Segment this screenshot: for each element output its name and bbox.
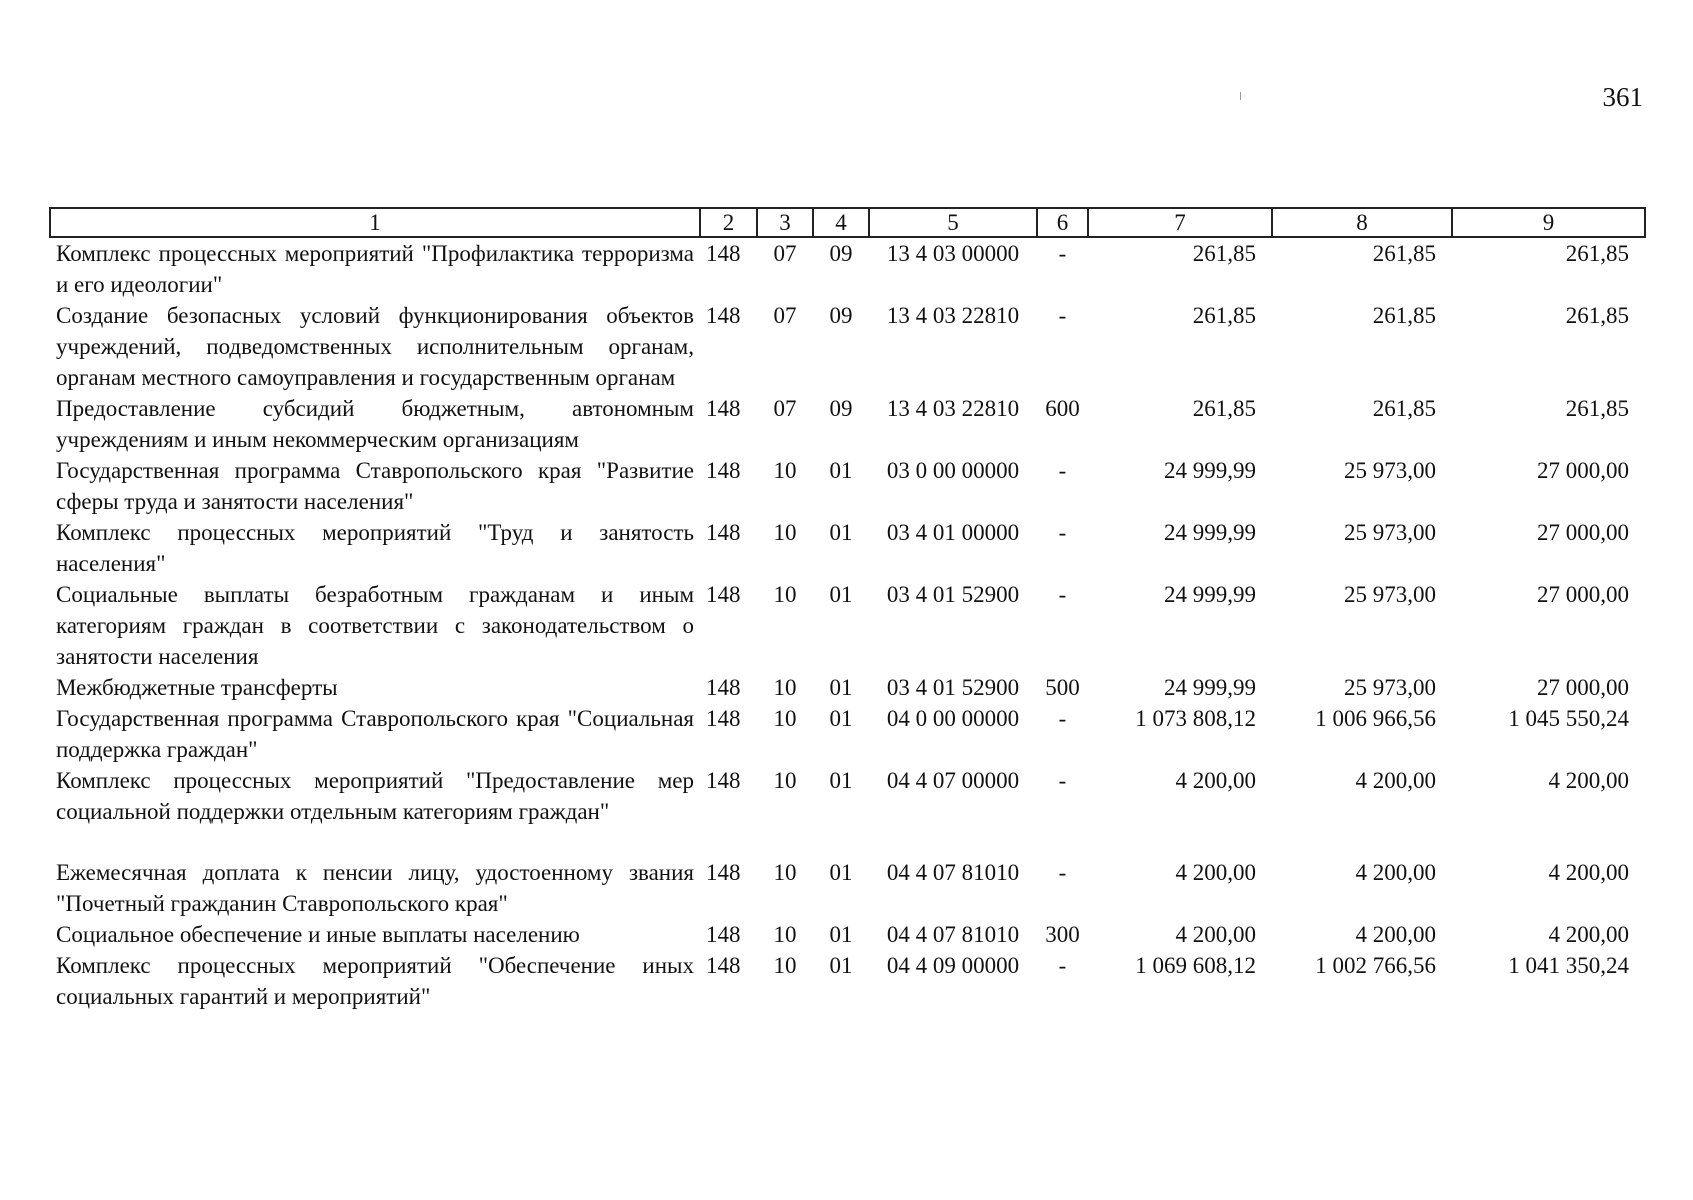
row-code-ministry: 148 (706, 303, 741, 328)
row-code-subsection: 01 (829, 520, 853, 545)
row-amount-col-9: 1 041 350,24 (1508, 953, 1629, 978)
row-code-ministry: 148 (706, 582, 741, 607)
header-col-7: 7 (1088, 208, 1272, 237)
budget-table (49, 207, 1646, 1012)
row-code-expense-type: - (1058, 520, 1067, 545)
header-col-8: 8 (1272, 208, 1452, 237)
row-code-subsection: 01 (829, 768, 853, 793)
row-amount-col-7: 261,85 (1192, 396, 1256, 421)
row-code-target: 03 0 00 00000 (886, 458, 1020, 483)
row-amount-col-8: 261,85 (1372, 396, 1436, 421)
row-amount-col-9: 1 045 550,24 (1508, 706, 1629, 731)
row-code-ministry: 148 (706, 953, 741, 978)
row-code-subsection: 09 (829, 241, 853, 266)
row-amount-col-9: 4 200,00 (1548, 922, 1629, 947)
table-row (50, 919, 1645, 950)
header-row (50, 208, 1645, 237)
row-code-section: 07 (773, 241, 797, 266)
row-code-section: 10 (773, 706, 797, 731)
row-amount-col-8: 25 973,00 (1344, 520, 1436, 545)
row-name: Комплекс процессных мероприятий "Обеспечение иных социальных гарантий и мероприятий" (56, 953, 694, 1009)
table-header (50, 208, 1645, 237)
row-code-ministry: 148 (706, 706, 741, 731)
row-amount-col-7: 261,85 (1192, 303, 1256, 328)
row-code-section: 10 (773, 582, 797, 607)
blank-row (50, 827, 1645, 857)
row-amount-col-8: 25 973,00 (1344, 582, 1436, 607)
header-col-1: 1 (50, 208, 700, 237)
row-name: Комплекс процессных мероприятий "Труд и занятость населения" (56, 520, 694, 576)
table-row (50, 703, 1645, 765)
table-body (50, 237, 1645, 1012)
table-row (50, 237, 1645, 300)
row-amount-col-8: 261,85 (1372, 241, 1436, 266)
row-name: Государственная программа Ставропольского края "Развитие сферы труда и занятости населения" (56, 458, 694, 514)
row-code-subsection: 01 (829, 953, 853, 978)
row-code-ministry: 148 (706, 922, 741, 947)
row-amount-col-8: 4 200,00 (1355, 860, 1436, 885)
row-code-section: 10 (773, 675, 797, 700)
row-code-ministry: 148 (706, 520, 741, 545)
row-code-ministry: 148 (706, 241, 741, 266)
row-code-target: 03 4 01 52900 (886, 582, 1020, 607)
table-row (50, 455, 1645, 517)
row-name: Социальное обеспечение и иные выплаты населению (56, 922, 580, 947)
row-code-target: 04 4 07 81010 (886, 860, 1020, 885)
row-amount-col-8: 261,85 (1372, 303, 1436, 328)
row-code-section: 10 (773, 768, 797, 793)
row-code-expense-type: - (1058, 458, 1067, 483)
row-code-subsection: 09 (829, 396, 853, 421)
row-name: Межбюджетные трансферты (56, 675, 338, 700)
row-code-expense-type: 300 (1045, 922, 1080, 947)
row-amount-col-9: 261,85 (1565, 241, 1629, 266)
row-name: Создание безопасных условий функционирования объектов учреждений, подведомственных исполнительным органам, органам местного самоуправления и государственным органам (56, 303, 694, 390)
row-code-subsection: 01 (829, 582, 853, 607)
row-code-expense-type: - (1058, 953, 1067, 978)
row-code-subsection: 01 (829, 675, 853, 700)
table-row (50, 579, 1645, 672)
row-name: Государственная программа Ставропольского края "Социальная поддержка граждан" (56, 706, 694, 762)
row-amount-col-8: 4 200,00 (1355, 768, 1436, 793)
header-col-2: 2 (700, 208, 757, 237)
row-amount-col-9: 4 200,00 (1548, 768, 1629, 793)
row-code-target: 03 4 01 52900 (886, 675, 1020, 700)
row-name: Комплекс процессных мероприятий "Предоставление мер социальной поддержки отдельным категориям граждан" (56, 768, 694, 824)
row-amount-col-9: 27 000,00 (1537, 520, 1629, 545)
row-amount-col-9: 4 200,00 (1548, 860, 1629, 885)
row-code-target: 04 0 00 00000 (886, 706, 1020, 731)
row-code-expense-type: - (1058, 860, 1067, 885)
row-amount-col-9: 261,85 (1565, 396, 1629, 421)
table-row (50, 950, 1645, 1012)
scan-mark (1240, 92, 1241, 100)
row-amount-col-8: 1 002 766,56 (1315, 953, 1436, 978)
row-code-expense-type: - (1058, 768, 1067, 793)
row-code-subsection: 01 (829, 458, 853, 483)
header-col-6: 6 (1037, 208, 1088, 237)
row-code-subsection: 01 (829, 706, 853, 731)
row-code-ministry: 148 (706, 396, 741, 421)
row-code-target: 03 4 01 00000 (886, 520, 1020, 545)
row-code-expense-type: 600 (1045, 396, 1080, 421)
row-amount-col-7: 24 999,99 (1164, 582, 1256, 607)
row-code-section: 10 (773, 953, 797, 978)
row-code-target: 13 4 03 22810 (886, 303, 1020, 328)
header-col-4: 4 (813, 208, 869, 237)
row-code-section: 10 (773, 458, 797, 483)
row-amount-col-8: 25 973,00 (1344, 458, 1436, 483)
table-row (50, 393, 1645, 455)
row-amount-col-9: 27 000,00 (1537, 675, 1629, 700)
row-amount-col-7: 4 200,00 (1175, 768, 1256, 793)
row-code-subsection: 01 (829, 860, 853, 885)
row-code-section: 07 (773, 303, 797, 328)
row-code-expense-type: 500 (1045, 675, 1080, 700)
table-row (50, 300, 1645, 393)
row-code-section: 10 (773, 860, 797, 885)
row-amount-col-7: 1 069 608,12 (1135, 953, 1256, 978)
row-code-ministry: 148 (706, 860, 741, 885)
header-col-5: 5 (869, 208, 1037, 237)
row-amount-col-7: 24 999,99 (1164, 675, 1256, 700)
row-amount-col-8: 1 006 966,56 (1315, 706, 1436, 731)
blank-cell (50, 827, 1645, 857)
row-amount-col-9: 27 000,00 (1537, 458, 1629, 483)
row-amount-col-7: 261,85 (1192, 241, 1256, 266)
header-col-9: 9 (1452, 208, 1645, 237)
row-code-section: 10 (773, 922, 797, 947)
row-code-expense-type: - (1058, 303, 1067, 328)
row-amount-col-8: 4 200,00 (1355, 922, 1436, 947)
row-code-target: 04 4 09 00000 (886, 953, 1020, 978)
row-name: Комплекс процессных мероприятий "Профилактика терроризма и его идеологии" (56, 241, 694, 297)
table-row (50, 857, 1645, 919)
row-code-target: 04 4 07 00000 (886, 768, 1020, 793)
row-name: Предоставление субсидий бюджетным, автономным учреждениям и иным некоммерческим организациям (56, 396, 694, 452)
row-amount-col-8: 25 973,00 (1344, 675, 1436, 700)
row-code-target: 13 4 03 22810 (886, 396, 1020, 421)
row-amount-col-9: 27 000,00 (1537, 582, 1629, 607)
row-name: Ежемесячная доплата к пенсии лицу, удостоенному звания "Почетный гражданин Ставропольского края" (56, 860, 694, 916)
row-name: Социальные выплаты безработным гражданам и иным категориям граждан в соответствии с законодательством о занятости населения (56, 582, 694, 669)
row-code-ministry: 148 (706, 458, 741, 483)
row-amount-col-9: 261,85 (1565, 303, 1629, 328)
table-row (50, 672, 1645, 703)
row-code-expense-type: - (1058, 706, 1067, 731)
row-code-target: 13 4 03 00000 (886, 241, 1020, 266)
page-number: 361 (1602, 82, 1643, 112)
table-row (50, 517, 1645, 579)
row-code-section: 10 (773, 520, 797, 545)
row-code-target: 04 4 07 81010 (886, 922, 1020, 947)
row-code-subsection: 09 (829, 303, 853, 328)
table-row (50, 765, 1645, 827)
row-amount-col-7: 4 200,00 (1175, 922, 1256, 947)
row-code-ministry: 148 (706, 675, 741, 700)
row-code-subsection: 01 (829, 922, 853, 947)
header-col-3: 3 (757, 208, 813, 237)
row-amount-col-7: 24 999,99 (1164, 520, 1256, 545)
row-code-expense-type: - (1058, 582, 1067, 607)
row-code-section: 07 (773, 396, 797, 421)
row-amount-col-7: 1 073 808,12 (1135, 706, 1256, 731)
row-amount-col-7: 4 200,00 (1175, 860, 1256, 885)
row-code-expense-type: - (1058, 241, 1067, 266)
row-amount-col-7: 24 999,99 (1164, 458, 1256, 483)
row-code-ministry: 148 (706, 768, 741, 793)
